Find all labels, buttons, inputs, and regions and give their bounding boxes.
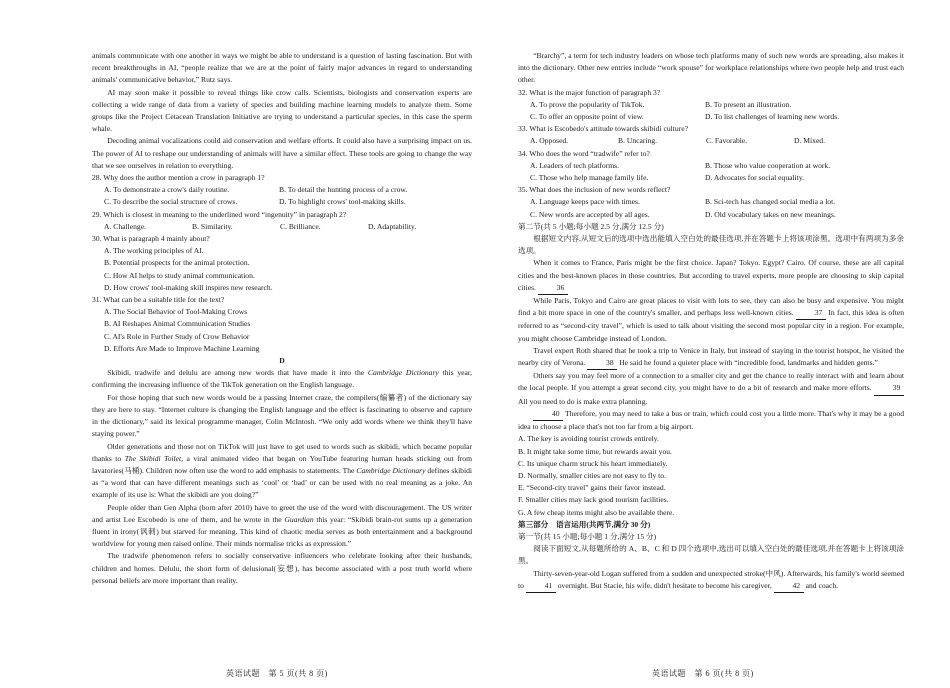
blank-36[interactable]: 36: [538, 282, 568, 295]
question-35-options-row: [530, 196, 904, 208]
question-33-options-row: [530, 135, 904, 147]
blank-42[interactable]: 42: [774, 580, 804, 593]
choice-d: D. Normally, smaller cities are not easy to fly to.: [518, 470, 666, 480]
option-b[interactable]: B. Those who value cooperation at work.: [705, 160, 831, 170]
option-d[interactable]: D. Efforts Are Made to Improve Machine Learning: [104, 343, 260, 353]
cloze-paragraph: Thirty-seven-year-old Logan suffered from a sudden and unexpected stroke(中风). Afterwards, his family's world seemed to 41 overnight. But Stacie, his wife, didn't hesitate to become his caregiver, 42 and coach.: [518, 568, 904, 593]
question-29-options-row: [104, 221, 472, 233]
choice-e: E. “Second-city travel” gains their favor instead.: [518, 483, 666, 493]
choice-a: A. The key is avoiding tourist crowds entirely.: [518, 434, 659, 444]
option-c[interactable]: C. Favorable.: [706, 136, 748, 146]
blank-38[interactable]: 38: [587, 357, 617, 370]
question-35: 35. What does the inclusion of new words reflect?: [518, 185, 671, 195]
question-34-options-row: [530, 172, 904, 184]
cloze-paragraph: Travel expert Roth shared that he took a trip to Venice in Italy, but instead of staying in the tourist hotspot, he visited the nearby city of Verona. 38 He said he found a quieter place with “incredible food, landmarks and hidden gems.”: [518, 345, 904, 370]
question-31: 31. What can be a suitable title for the text?: [92, 295, 225, 305]
option-a[interactable]: A. Challenge.: [104, 221, 146, 231]
section-1-heading: 第一节(共 15 小题;每小题 1 分,满分 15 分): [518, 531, 657, 541]
option-b[interactable]: B. Potential prospects for the animal protection.: [104, 258, 250, 268]
option-d[interactable]: D. To highlight crows' tool-making skills.: [279, 197, 406, 207]
question-32: 32. What is the major function of paragraph 3?: [518, 87, 661, 97]
passage-d-paragraph: “Brarchy”, a term for tech industry leaders on whose tech platforms many of such new words are spreading, also makes it into the dictionary. Other new entries include “work spouse” for workplace relationships where two people help and trust each other.: [518, 51, 904, 85]
option-c[interactable]: C. New words are accepted by all ages.: [530, 209, 650, 219]
option-c[interactable]: C. Those who help manage family life.: [530, 173, 649, 183]
question-33: 33. What is Escobedo's attitude towards skibidi culture?: [518, 124, 688, 134]
page-footer-right: 英语试题 第 6 页(共 8 页): [652, 669, 754, 678]
cloze-paragraph: While Paris, Tokyo and Cairo are great places to visit with lots to see, they can also be busy and expensive. You might find a bit more space in one of the country's smaller, and perhaps less well-known cities. 37 In fact, this idea is often referred to as “second-city travel”, which is used to talk about visiting the second most popular city in a region. For example, you might choose Cambridge instead of London.: [518, 296, 904, 343]
cloze-paragraph: When it comes to France, Paris might be the first choice. Japan? Tokyo. Egypt? Cairo. Of course, these are all capital cities and the best-known places in those countries. But according to travel experts, more people are choosing to skip capital cities. 36: [518, 257, 904, 295]
option-a[interactable]: A. The working principles of AI.: [104, 246, 204, 256]
option-a[interactable]: A. To demonstrate a crow's daily routine.: [104, 185, 230, 195]
choice-g: G. A few cheap items might also be available there.: [518, 507, 675, 517]
section-2-heading: 第二节(共 5 小题;每小题 2.5 分,满分 12.5 分): [518, 221, 664, 231]
blank-39[interactable]: 39: [874, 382, 904, 395]
option-c[interactable]: C. How AI helps to study animal communication.: [104, 270, 255, 280]
right-column: [518, 50, 904, 593]
left-column: [92, 50, 472, 587]
blank-37[interactable]: 37: [796, 307, 826, 320]
part-3-heading: 第三部分 语言运用(共两节,满分 30 分): [518, 519, 651, 529]
passage-d-paragraph: The tradwife phenomenon refers to socially conservative influencers who celebrate looking after their husbands, children and homes. Delulu, the short form of delusional(妄想), has become associated with a post truth world where personal beliefs are more important than reality.: [92, 551, 472, 585]
passage-c-paragraph: Decoding animal vocalizations could aid conservation and welfare efforts. It could also have a surprising impact on us. The power of AI to reshape our understanding of animals will have a similar effect. These tools are going to change the way that we see ourselves in relation to everything.: [92, 136, 472, 170]
option-b[interactable]: B. Uncaring.: [618, 136, 658, 146]
choice-f: F. Smaller cities may lack good tourism facilities.: [518, 495, 669, 505]
option-b[interactable]: B. AI Reshapes Animal Communication Studies: [104, 319, 251, 329]
blank-40[interactable]: 40: [533, 408, 563, 421]
choice-c: C. Its unique charm struck his heart immediately.: [518, 458, 668, 468]
option-b[interactable]: B. Similarity.: [192, 221, 233, 231]
option-d[interactable]: D. Adaptability.: [368, 221, 417, 231]
cloze-paragraph: 40 Therefore, you may need to take a bus or train, which could cost you a little more. That's why it may be a good idea to choose a place that's not too far from a big airport.: [518, 408, 904, 432]
question-28-options-row: [104, 184, 472, 196]
question-34: 34. Who does the word “tradwife” refer to?: [518, 148, 650, 158]
question-29: 29. Which is closest in meaning to the underlined word “ingenuity” in paragraph 2?: [92, 209, 347, 219]
option-a[interactable]: A. Language keeps pace with times.: [530, 197, 640, 207]
option-d[interactable]: D. To list challenges of learning new words.: [705, 112, 840, 122]
option-a[interactable]: A. The Social Behavior of Tool-Making Crows: [104, 307, 248, 317]
question-30: 30. What is paragraph 4 mainly about?: [92, 234, 210, 244]
choice-b: B. It might take some time, but rewards await you.: [518, 446, 672, 456]
question-28: 28. Why does the author mention a crow in paragraph 1?: [92, 173, 265, 183]
option-a[interactable]: A. Opposed.: [530, 136, 569, 146]
option-b[interactable]: B. To detail the hunting process of a crow.: [279, 185, 408, 195]
section-2-instructions: 根据短文内容,从短文后的选项中选出能填入空白处的最佳选项,并在答题卡上将该项涂黑。选项中有两项为多余选项。: [518, 234, 904, 256]
question-35-options-row: [530, 209, 904, 221]
option-d[interactable]: D. Advocates for social equality.: [705, 173, 805, 183]
blank-41[interactable]: 41: [526, 580, 556, 593]
question-32-options-row: [530, 99, 904, 111]
passage-c-paragraph: AI may soon make it possible to reveal things like crow calls. Scientists, biologists and conservation experts are collecting a wide range of data from a variety of species and building machine learning models to analyze them. Some groups like the Project Cetacean Translation Initiative are trying to understand a particular species, in this case the sperm whale.: [92, 87, 472, 134]
option-c[interactable]: C. AI's Role in Further Study of Crow Behavior: [104, 331, 250, 341]
section-1-instructions: 阅读下面短文,从每题所给的 A、B、C 和 D 四个选项中,选出可以填入空白处的最佳选项,并在答题卡上将该项涂黑。: [518, 544, 904, 566]
question-34-options-row: [530, 160, 904, 172]
passage-c-paragraph: animals communicate with one another in ways we might be able to understand is a question of lasting fascination. But with recent breakthroughs in AI, “people realize that we are at the point of fairly major advances in regard to understanding animals' communicative behavior,” Rutz says.: [92, 51, 472, 85]
option-c[interactable]: C. To describe the social structure of crows.: [104, 197, 238, 207]
passage-d-paragraph: Skibidi, tradwife and delulu are among new words that have made it into the Cambridge Dictionary this year, confirming the increasing influence of the TikTok generation on the English language.: [92, 368, 472, 390]
question-28-options-row: [104, 196, 472, 208]
question-32-options-row: [530, 111, 904, 123]
option-d[interactable]: D. How crows' tool-making skill inspires new research.: [104, 282, 273, 292]
option-c[interactable]: C. To offer an opposite point of view.: [530, 112, 644, 122]
page-footer-left: 英语试题 第 5 页(共 8 页): [226, 669, 328, 678]
cloze-paragraph: Others say you may feel more of a connection to a smaller city and get the chance to really interact with and learn about the local people. If you attempt a great second city, you might have to do a bit of research and make more efforts. 39 All you need to do is make extra planning.: [518, 371, 904, 406]
passage-d-paragraph: Older generations and those not on TikTok will just have to get used to words such as skibidi, which became popular thanks to The Skibidi Toilet, a viral animated video that began on YouTube featuring human heads sticking out from lavatories(马桶). Children now often use the word to add emphasis to statements. The Cambridge Dictionary defines skibidi as “a word that can have different meanings such as ‘cool’ or ‘bad’ or can be used with no real meaning as a joke. An example of its use is: What the skibidi are you doing?”: [92, 441, 472, 500]
option-d[interactable]: D. Old vocabulary takes on new meanings.: [705, 209, 836, 219]
option-a[interactable]: A. To prove the popularity of TikTok.: [530, 99, 645, 109]
passage-d-paragraph: For those hoping that such new words would be a passing Internet craze, the compilers(编纂者) of the dictionary say they are here to stay. “Internet culture is changing the English language and the effect is fascinating to observe and capture in the dictionary,” said its lexical programme manager, Colin McIntosh. “We only add words where we think they'll have staying power.”: [92, 392, 472, 439]
option-b[interactable]: B. To present an illustration.: [705, 99, 792, 109]
passage-d-paragraph: People older than Gen Alpha (born after 2010) have to greet the use of the word with discouragement. The US writer and artist Lee Escobedo is one of them, and he wrote in the Guardian this year: “Skibidi brain-rot sums up a generation fluent in irony(讽刺) but starved for meaning. This kind of chaotic media serves as both entertainment and a background worldview for young men raised online. Their minds normalise tricks as expression.”: [92, 502, 473, 549]
option-d[interactable]: D. Mixed.: [794, 136, 826, 146]
option-b[interactable]: B. Sci-tech has changed social media a lot.: [705, 197, 836, 207]
passage-d-heading: D: [279, 356, 285, 366]
option-a[interactable]: A. Leaders of tech platforms.: [530, 160, 619, 170]
option-c[interactable]: C. Brilliance.: [280, 221, 321, 231]
